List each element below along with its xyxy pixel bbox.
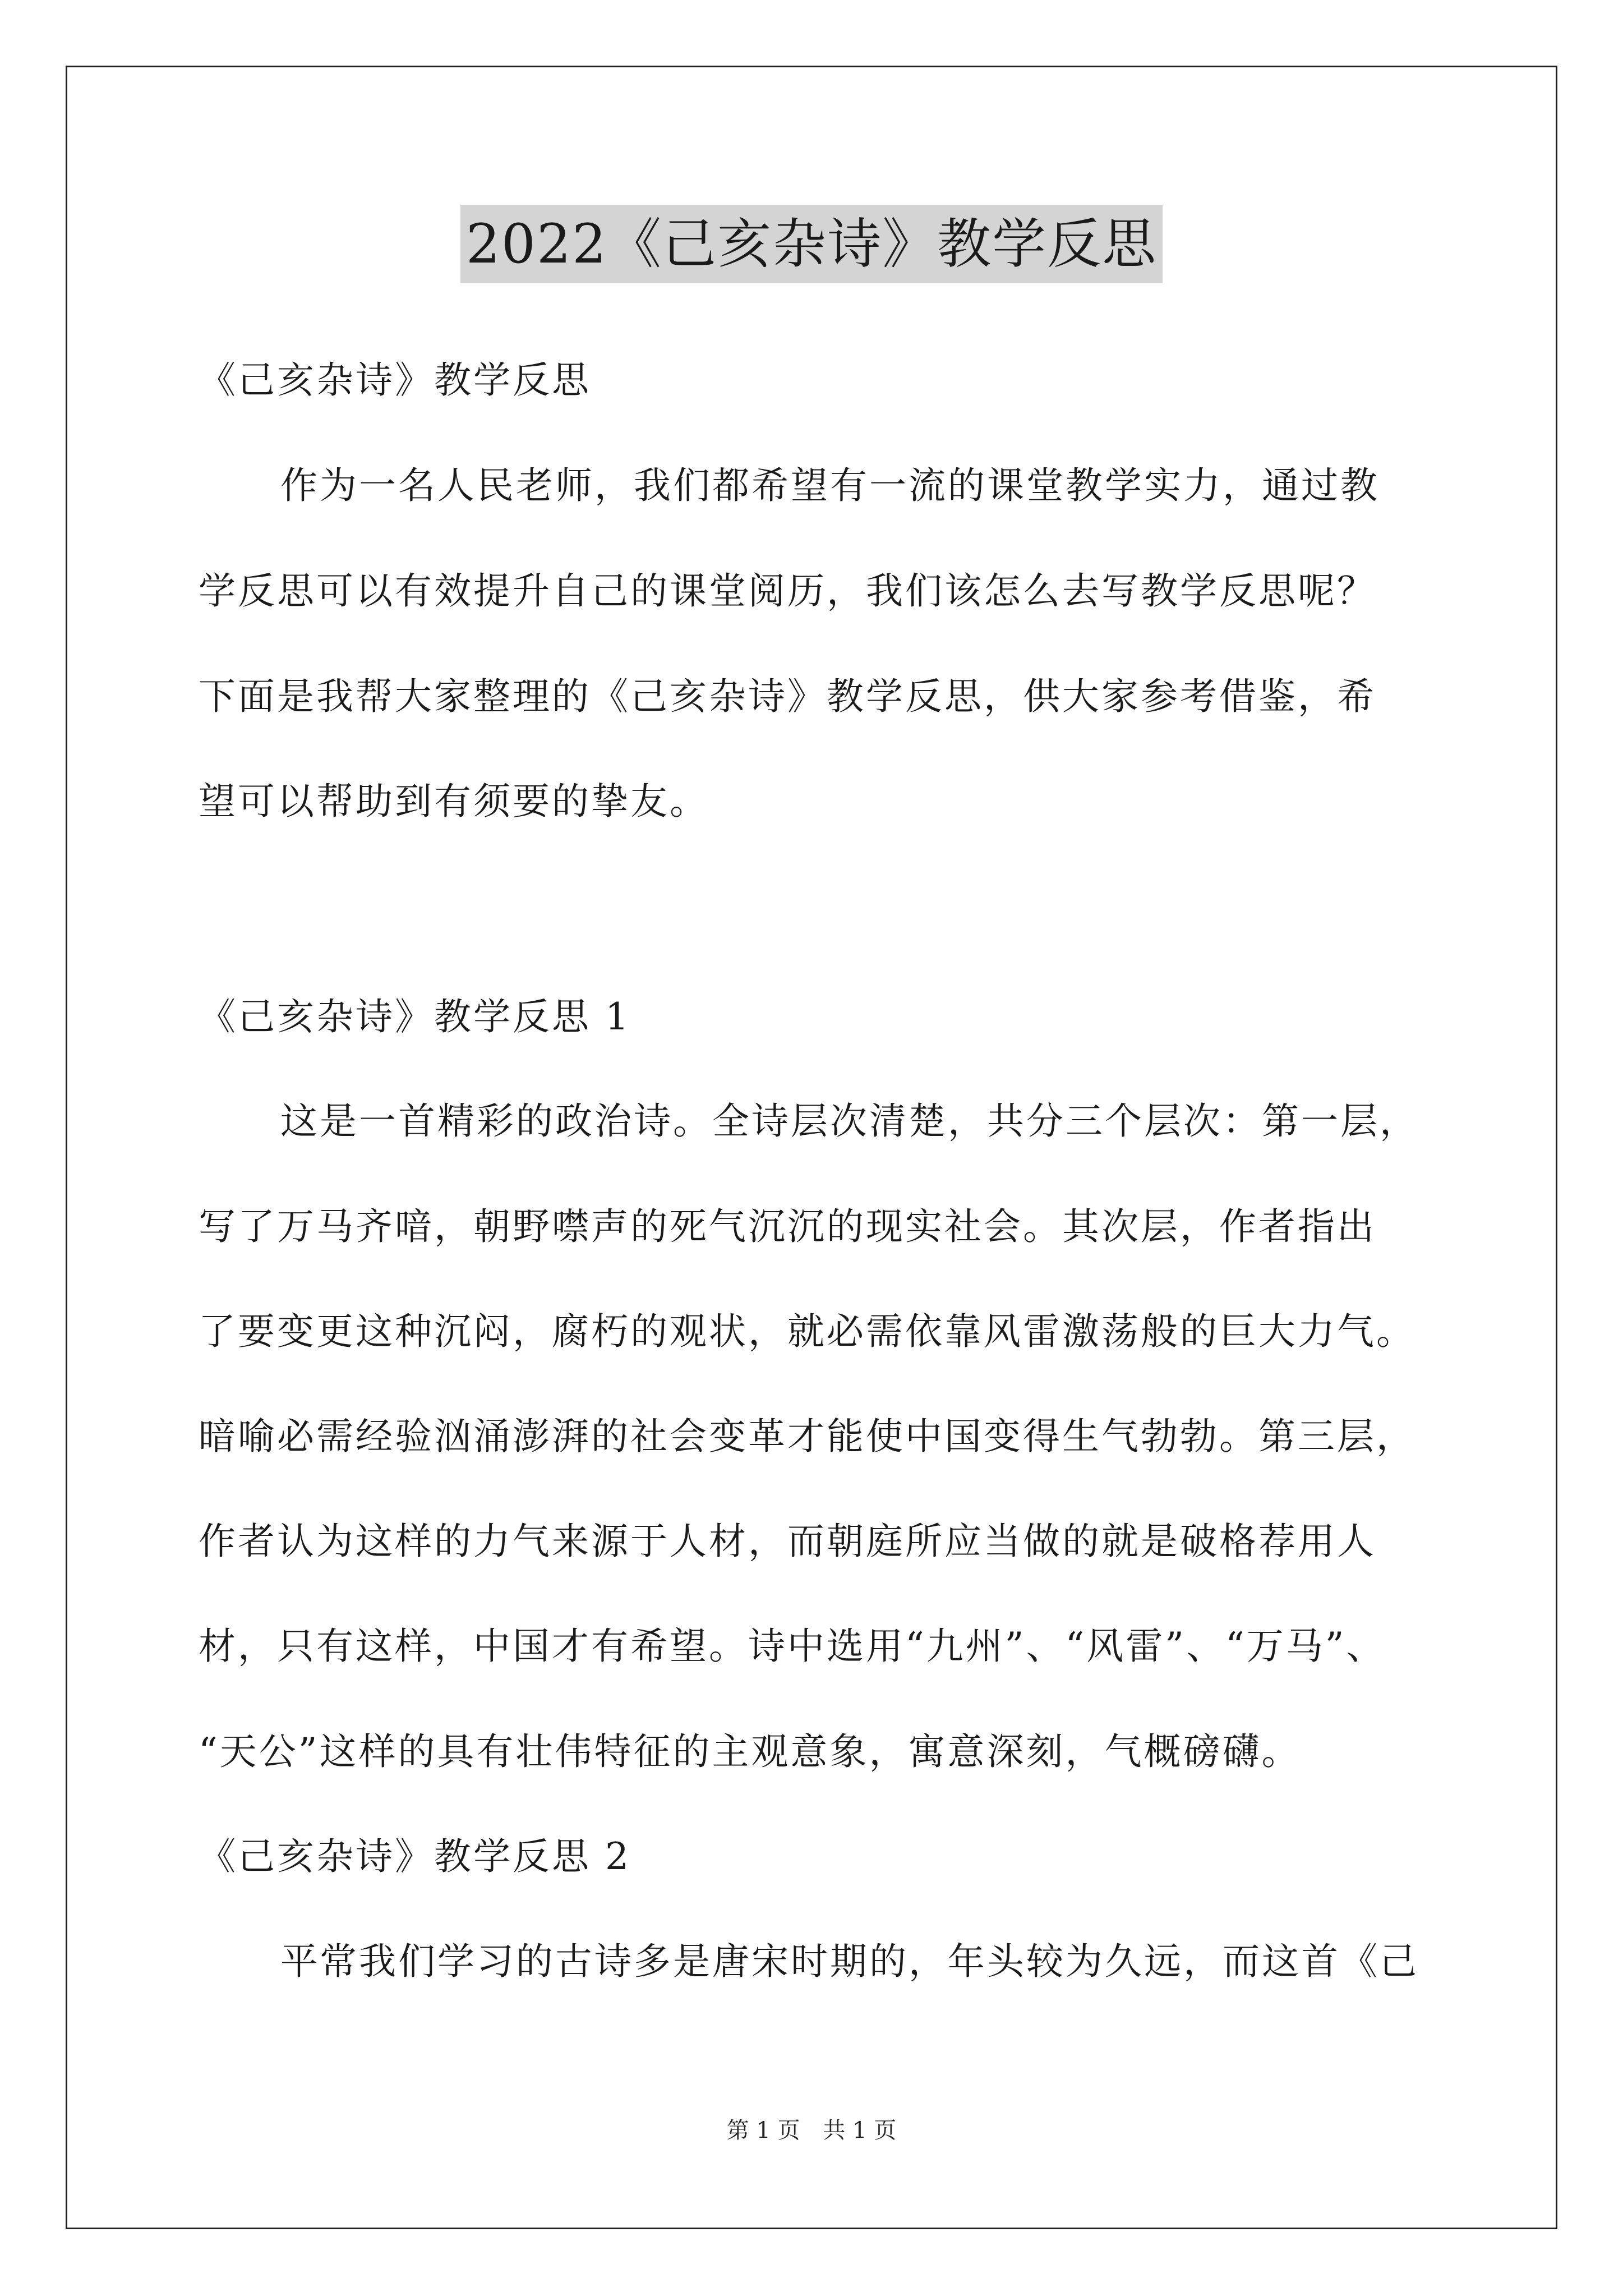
intro-line-1: 作为一名人民老师，我们都希望有一流的课堂教学实力，通过教: [280, 464, 1380, 507]
section1-line-5: 作者认为这样的力气来源于人材，而朝庭所应当做的就是破格荐用人: [199, 1520, 1376, 1563]
subtitle: 《己亥杂诗》教学反思: [199, 358, 591, 402]
section1-line-3: 了要变更这种沉闷，腐朽的观状，就必需依靠风雷激荡般的巨大力气。: [199, 1310, 1415, 1353]
intro-line-4: 望可以帮助到有须要的挚友。: [199, 780, 709, 823]
section2-line-1: 平常我们学习的古诗多是唐宋时期的，年头较为久远，而这首《己: [280, 1940, 1419, 1983]
section1-line-6: 材，只有这样，中国才有希望。诗中选用“九州”、“风雷”、“万马”、: [199, 1625, 1386, 1668]
page-footer: [0, 2115, 1623, 2146]
section1-line-4: 暗喻必需经验汹涌澎湃的社会变革才能使中国变得生气勃勃。第三层，: [199, 1415, 1415, 1458]
page-number-current: 第 1 页: [726, 2118, 800, 2143]
section2-heading: 《己亥杂诗》教学反思 2: [199, 1835, 631, 1878]
intro-line-3: 下面是我帮大家整理的《己亥杂诗》教学反思，供大家参考借鉴，希: [199, 675, 1376, 718]
section1-line-7: “天公”这样的具有壮伟特征的主观意象，寓意深刻，气概磅礴。: [199, 1730, 1301, 1773]
section1-line-1: 这是一首精彩的政治诗。全诗层次清楚，共分三个层次：第一层，: [280, 1099, 1419, 1143]
page-number-total: 共 1 页: [823, 2118, 897, 2143]
document-title: 2022《己亥杂诗》教学反思: [460, 205, 1163, 283]
intro-line-2: 学反思可以有效提升自己的课堂阅历，我们该怎么去写教学反思呢？: [199, 569, 1376, 613]
title-container: [0, 205, 1623, 283]
section1-line-2: 写了万马齐喑，朝野噤声的死气沉沉的现实社会。其次层，作者指出: [199, 1205, 1376, 1248]
section1-heading: 《己亥杂诗》教学反思 1: [199, 995, 631, 1038]
